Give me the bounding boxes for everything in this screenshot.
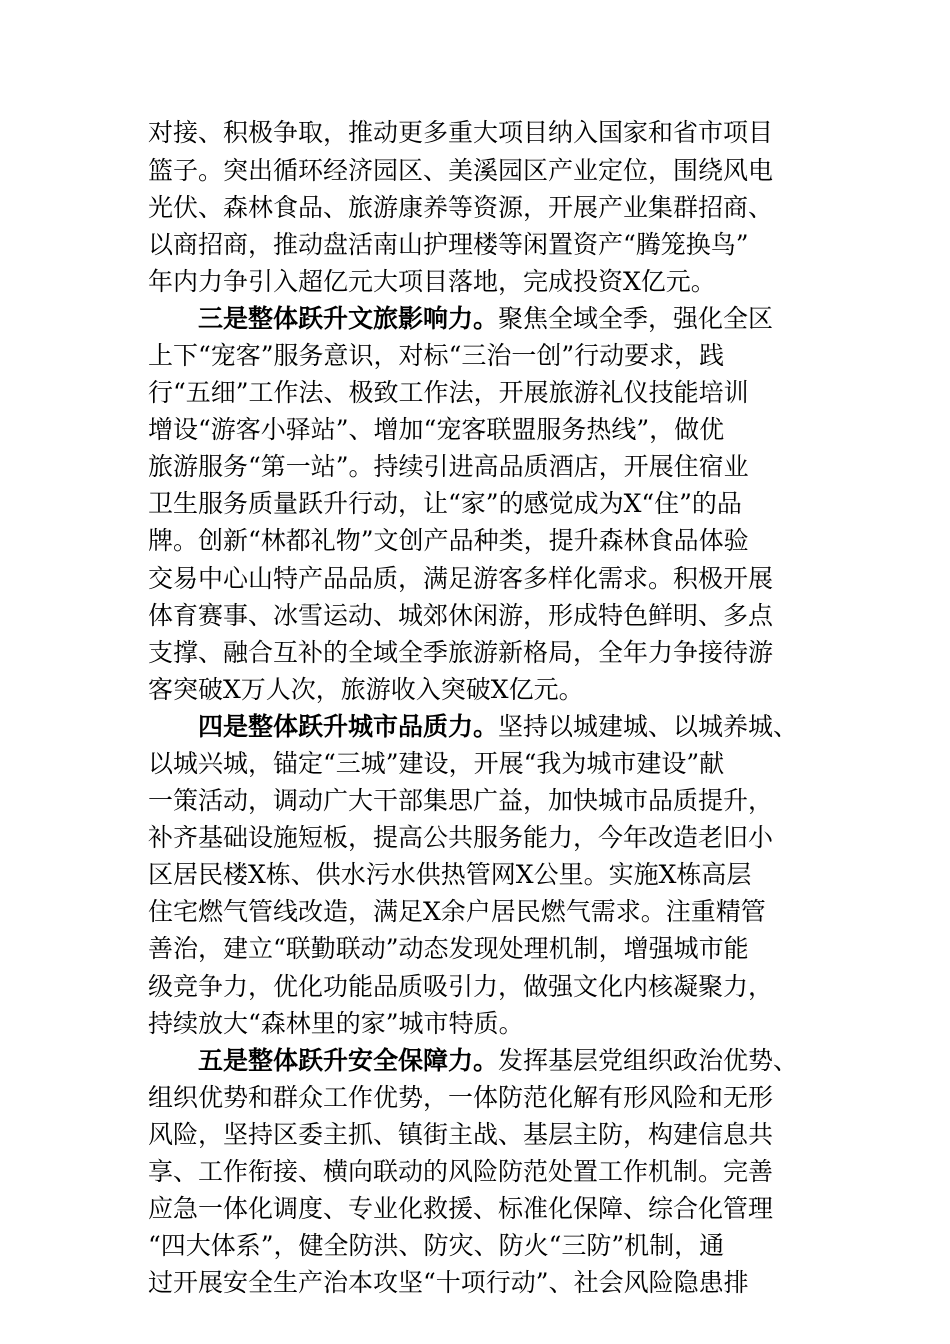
- text-line: 级竞争力，优化功能品质吸引力，做强文化内核凝聚力，: [148, 972, 774, 1001]
- text-line: 体育赛事、冰雪运动、城郊休闲游，形成特色鲜明、多点: [148, 601, 774, 630]
- section-3-first-line: [198, 300, 773, 338]
- section-5-first-line: [198, 1042, 798, 1080]
- text-line: 区居民楼X栋、供水污水供热管网X公里。实施X栋高层: [148, 860, 752, 889]
- section-5-text: 发挥基层党组织政治优势、: [498, 1046, 799, 1075]
- text-line: 以商招商，推动盘活南山护理楼等闲置资产“腾笼换鸟”: [148, 230, 749, 259]
- text-line: 牌。创新“林都礼物”文创产品种类，提升森林食品体验: [148, 526, 749, 555]
- section-4-text: 坚持以城建城、以城养城、: [498, 712, 799, 741]
- section-5-heading: 五是整体跃升安全保障力。: [198, 1046, 499, 1075]
- text-line: 对接、积极争取，推动更多重大项目纳入国家和省市项目: [148, 118, 774, 147]
- text-line: “四大体系”，健全防洪、防灾、防火“三防”机制，通: [148, 1231, 725, 1260]
- text-line: 增设“游客小驿站”、增加“宠客联盟服务热线”，做优: [148, 415, 725, 444]
- text-line: 行“五细”工作法、极致工作法，开展旅游礼仪技能培训: [148, 378, 749, 407]
- text-line: 风险，坚持区委主抓、镇街主战、基层主防，构建信息共: [148, 1120, 774, 1149]
- text-line: 组织优势和群众工作优势，一体防范化解有形风险和无形: [148, 1083, 774, 1112]
- text-line: 卫生服务质量跃升行动，让“家”的感觉成为X“住”的品: [148, 489, 742, 518]
- text-line: 篮子。突出循环经济园区、美溪园区产业定位，围绕风电: [148, 156, 774, 185]
- text-line: 年内力争引入超亿元大项目落地，完成投资X亿元。: [148, 267, 716, 296]
- text-line: 住宅燃气管线改造，满足X余户居民燃气需求。注重精管: [148, 897, 766, 926]
- section-3-text: 聚焦全域全季，强化全区: [498, 304, 774, 333]
- text-line: 善治，建立“联勤联动”动态发现处理机制，增强城市能: [148, 934, 749, 963]
- text-line: 过开展安全生产治本攻坚“十项行动”、社会风险隐患排: [148, 1268, 749, 1297]
- text-line: 客突破X万人次，旅游收入突破X亿元。: [148, 675, 584, 704]
- text-line: 享、工作衔接、横向联动的风险防范处置工作机制。完善: [148, 1157, 774, 1186]
- section-3-heading: 三是整体跃升文旅影响力。: [198, 304, 499, 333]
- text-line: 上下“宠客”服务意识，对标“三治一创”行动要求，践: [148, 341, 725, 370]
- section-4-first-line: [198, 708, 798, 746]
- text-line: 以城兴城，锚定“三城”建设，开展“我为城市建设”献: [148, 749, 725, 778]
- text-line: 支撑、融合互补的全域全季旅游新格局，全年力争接待游: [148, 638, 774, 667]
- section-4-heading: 四是整体跃升城市品质力。: [198, 712, 499, 741]
- text-line: 光伏、森林食品、旅游康养等资源，开展产业集群招商、: [148, 193, 774, 222]
- text-line: 交易中心山特产品品质，满足游客多样化需求。积极开展: [148, 564, 774, 593]
- text-line: 持续放大“森林里的家”城市特质。: [148, 1009, 524, 1038]
- text-line: 补齐基础设施短板，提高公共服务能力，今年改造老旧小: [148, 823, 774, 852]
- text-line: 一策活动，调动广大干部集思广益，加快城市品质提升，: [148, 786, 774, 815]
- text-line: 应急一体化调度、专业化救援、标准化保障、综合化管理: [148, 1194, 774, 1223]
- text-line: 旅游服务“第一站”。持续引进高品质酒店，开展住宿业: [148, 452, 749, 481]
